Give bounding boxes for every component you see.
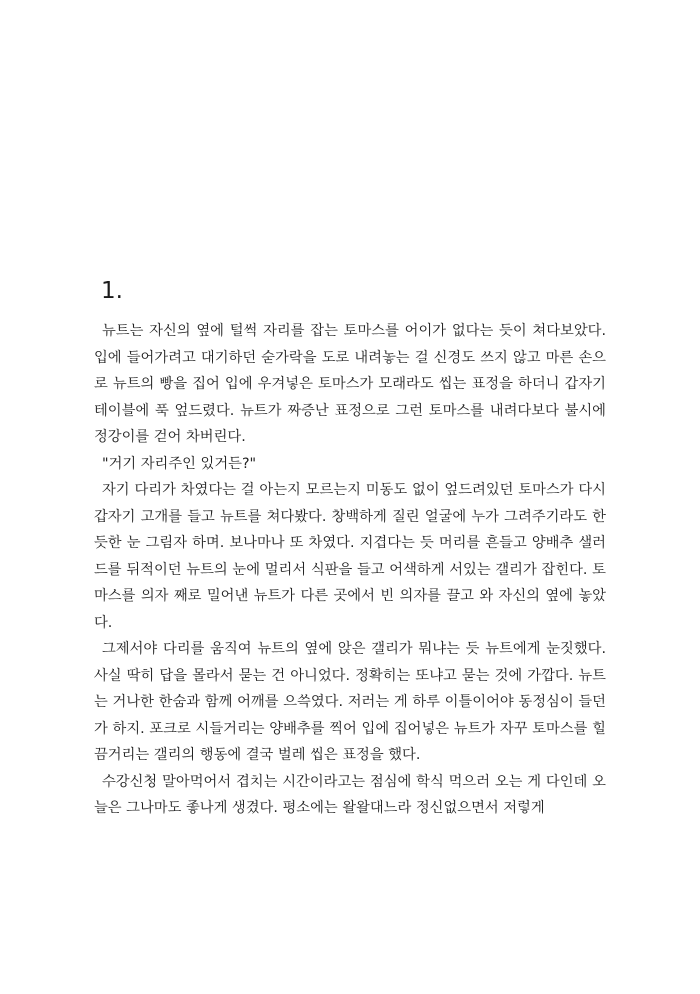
paragraph: 수강신청 말아먹어서 겹치는 시간이라고는 점심에 학식 먹으러 오는 게 다인데 오늘은 그나마도 좋나게 생겼다. 평소에는 왈왈대느라 정신없으면서 저렇게 [94, 773, 606, 816]
paragraph: 뉴트는 자신의 옆에 털썩 자리를 잡는 토마스를 어이가 없다는 듯이 쳐다보았다. 입에 들어가려고 대기하던 숟가락을 도로 내려놓는 걸 신경도 쓰지 않고 마른 손으로 뉴트의 빵을 집어 입에 우겨넣은 토마스가 모래라도 씹는 표정을 하더니 갑자기 테이블에 푹 엎드렸다. 뉴트가 짜증난 표정으로 그런 토마스를 내려다보다 불시에 정강이를 걷어 차버린다. [94, 323, 606, 445]
chapter-number: 1. [101, 278, 123, 304]
paragraph: 그제서야 다리를 움직여 뉴트의 옆에 앉은 갤리가 뭐냐는 듯 뉴트에게 눈짓했다. 사실 딱히 답을 몰라서 묻는 건 아니었다. 정확히는 또냐고 묻는 것에 가깝다. 뉴트는 거나한 한숨과 함께 어깨를 으쓱였다. 저러는 게 하루 이틀이어야 동정심이 들던가 하지. 포크로 시들거리는 양배추를 찍어 입에 집어넣은 뉴트가 자꾸 토마스를 힐끔거리는 갤리의 행동에 결국 벌레 씹은 표정을 했다. [94, 641, 606, 763]
paragraph: 자기 다리가 차였다는 걸 아는지 모르는지 미동도 없이 엎드려있던 토마스가 다시 갑자기 고개를 들고 뉴트를 쳐다봤다. 창백하게 질린 얼굴에 누가 그려주기라도 한 듯한 눈 그림자 하며. 보나마나 또 차였다. 지겹다는 듯 머리를 흔들고 양배추 샐러드를 뒤적이던 뉴트의 눈에 멀리서 식판을 들고 어색하게 서있는 갤리가 잡힌다. 토마스를 의자 째로 밀어낸 뉴트가 다른 곳에서 빈 의자를 끌고 와 자신의 옆에 놓았다. [94, 482, 606, 631]
chapter-body [94, 318, 606, 822]
dialogue-line: "거기 자리주인 있거든?" [102, 455, 257, 472]
